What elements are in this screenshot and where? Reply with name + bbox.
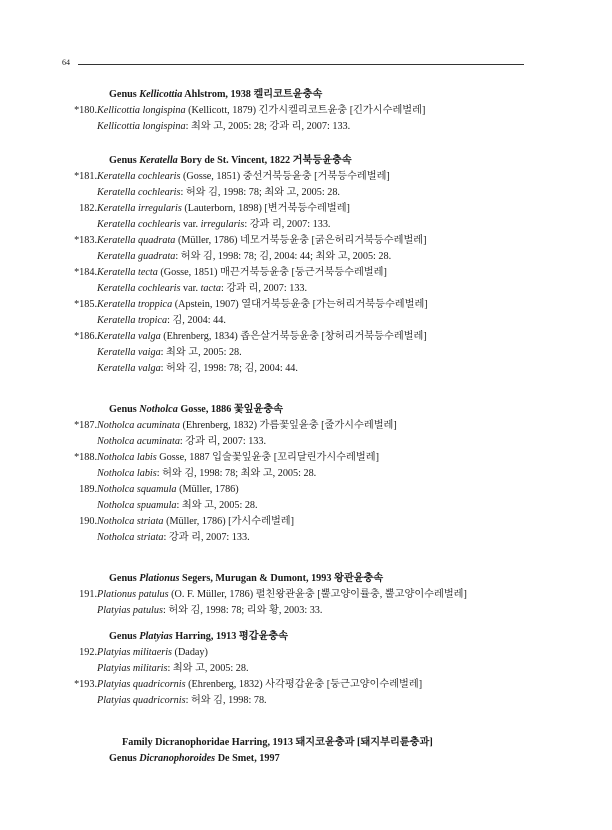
scientific-name: Notholca striata <box>97 532 164 543</box>
scientific-name: Notholca spuamula <box>97 500 177 511</box>
scientific-name: Plationus <box>139 573 180 584</box>
species-number: *185. <box>74 299 97 310</box>
species-number: *183. <box>74 235 97 246</box>
scientific-name: Keratella guadrata <box>97 251 176 262</box>
scientific-name: Notholca acuminata <box>97 436 180 447</box>
scientific-name: Platyias patulus <box>97 605 163 616</box>
entry-text: Genus <box>109 573 140 584</box>
entry-text: var. <box>180 283 201 294</box>
scientific-name: Keratella cochlearis <box>97 219 181 230</box>
scientific-name: Platyias militaris <box>97 663 168 674</box>
entry-text: (Gosse, 1851) 중선거북등윤충 [거북등수레벌레] <box>180 171 390 182</box>
scientific-name: irregularis <box>200 219 245 230</box>
entry-text: Bory de St. Vincent, 1822 거북등윤충속 <box>177 155 352 166</box>
entry-text: (Müller, 1786) [가시수레벌레] <box>163 516 295 527</box>
entry-text: Genus <box>109 404 140 415</box>
scientific-name: Keratella valga <box>97 331 161 342</box>
scientific-name: Dicranophoroides <box>139 753 216 764</box>
entry-text: : 허와 김, 1998: 78; 리와 황, 2003: 33. <box>162 605 323 616</box>
scientific-name: Keratella irregularis <box>97 203 182 214</box>
scientific-name: Platyias militaeris <box>97 647 172 658</box>
scientific-name: Notholca striata <box>97 516 164 527</box>
entry-text: : 허와 김, 1998: 78; 김, 2004: 44; 최와 고, 2005: 28. <box>175 251 392 262</box>
entry-text: Genus <box>109 753 140 764</box>
scientific-name: Keratella troppica <box>97 299 173 310</box>
scientific-name: Keratella tecta <box>97 267 158 278</box>
entry-text: : 최와 고, 2005: 28. <box>176 500 258 511</box>
scientific-name: Kellicottia longispina <box>97 121 186 132</box>
entry-text: (Ehrenberg, 1832) 사각평갑윤충 [둥근고양이수레벌레] <box>185 679 423 690</box>
scientific-name: Keratella quadrata <box>97 235 176 246</box>
scientific-name: Notholca labis <box>97 468 157 479</box>
scientific-name: tacta <box>200 283 221 294</box>
entry-text: : 허와 김, 1998: 78; 김, 2004: 44. <box>160 363 298 374</box>
entry-text: Harring, 1913 평갑윤충속 <box>172 631 289 642</box>
entry-text: : 허와 김, 1998: 78; 최와 고, 2005: 28. <box>156 468 317 479</box>
species-number: 191. <box>79 589 97 600</box>
entry-text: (Daday) <box>172 647 208 658</box>
entry-text: (Müller, 1786) 네모거북등윤충 [굵은허리거북등수레벌레] <box>175 235 427 246</box>
scientific-name: Keratella tropica <box>97 315 168 326</box>
species-number: 192. <box>79 647 97 658</box>
entry-text: : 강과 리, 2007: 133. <box>220 283 308 294</box>
scientific-name: Notholca acuminata <box>97 420 180 431</box>
scientific-name: Keratella valga <box>97 363 161 374</box>
entry-text: : 최와 고, 2005: 28. <box>160 347 242 358</box>
entry-text: Genus <box>109 89 140 100</box>
species-number: *184. <box>74 267 97 278</box>
entry-text: : 최와 고, 2005: 28. <box>167 663 249 674</box>
entry-text: : 허와 김, 1998: 78. <box>185 695 267 706</box>
species-number: *186. <box>74 331 97 342</box>
species-number: *193. <box>74 679 97 690</box>
entry-text: : 강과 리, 2007: 133. <box>163 532 250 543</box>
entry-text: Genus <box>109 155 140 166</box>
entry-text: var. <box>180 219 201 230</box>
scientific-name: Keratella <box>139 155 178 166</box>
scientific-name: Plationus patulus <box>97 589 169 600</box>
scientific-name: Platyias <box>139 631 173 642</box>
scientific-name: Keratella cochlearis <box>97 187 181 198</box>
scientific-name: Notholca squamula <box>97 484 177 495</box>
species-number: 189. <box>79 484 97 495</box>
entry-text: (Ehrenberg, 1832) 가름꽃잎윤충 [줄가시수레벌레] <box>179 420 397 431</box>
entry-text: Gosse, 1886 꽃잎윤충속 <box>177 404 284 415</box>
header-rule <box>78 64 524 65</box>
entry-text: (O. F. Müller, 1786) 펼친왕관윤충 [뿔고양이률충, 뿔고양이수레벌레] <box>168 589 467 600</box>
entry-text: De Smet, 1997 <box>215 753 280 764</box>
scientific-name: Notholca <box>139 404 178 415</box>
scientific-name: Keratella cochlearis <box>97 283 181 294</box>
scientific-name: Kellicottia <box>139 89 183 100</box>
scientific-name: Notholca labis <box>97 452 157 463</box>
entry-text: Family Dicranophoridae Harring, 1913 돼지코윤충과 [돼지부리륜충과] <box>122 737 433 748</box>
entry-text: (Müller, 1786) <box>176 484 239 495</box>
entry-text: (Apstein, 1907) 열대거북등윤충 [가는허리거북등수레벌레] <box>172 299 428 310</box>
entry-text: (Gosse, 1851) 매끈거북등윤충 [둥근거북등수레벌레] <box>157 267 387 278</box>
entry-text: Genus <box>109 631 140 642</box>
scientific-name: Kellicottia longispina <box>97 105 186 116</box>
entry-text: : 강과 리, 2007: 133. <box>244 219 331 230</box>
species-number: *180. <box>74 105 97 116</box>
scientific-name: Keratella vaiga <box>97 347 161 358</box>
entry-text: (Ehrenberg, 1834) 좁은살거북등윤충 [창허리거북등수레벌레] <box>160 331 427 342</box>
species-number: 182. <box>79 203 97 214</box>
page-number: 64 <box>62 58 70 67</box>
entry-text: : 허와 김, 1998: 78; 최와 고, 2005: 28. <box>180 187 340 198</box>
scientific-name: Keratella cochlearis <box>97 171 181 182</box>
entry-text: : 강과 리, 2007: 133. <box>179 436 267 447</box>
scientific-name: Platyias quadricornis <box>97 679 186 690</box>
species-number: 190. <box>79 516 97 527</box>
entry-text: : 김, 2004: 44. <box>167 315 226 326</box>
entry-text: : 최와 고, 2005: 28; 강과 리, 2007: 133. <box>185 121 351 132</box>
species-number: *188. <box>74 452 97 463</box>
species-number: *187. <box>74 420 97 431</box>
entry-text: Gosse, 1887 입술꽃잎윤충 [꼬리달린가시수레벌레] <box>156 452 379 463</box>
entry-text: (Lauterborn, 1898) [변거북등수레벌레] <box>181 203 350 214</box>
species-number: *181. <box>74 171 97 182</box>
entry-text: Segers, Murugan & Dumont, 1993 왕관윤충속 <box>179 573 384 584</box>
entry-text: (Kellicott, 1879) 긴가시켈리코트윤충 [긴가시수레벌레] <box>185 105 426 116</box>
scientific-name: Platyias quadricornis <box>97 695 186 706</box>
entry-text: Ahlstrom, 1938 켈리코트윤충속 <box>182 89 323 100</box>
